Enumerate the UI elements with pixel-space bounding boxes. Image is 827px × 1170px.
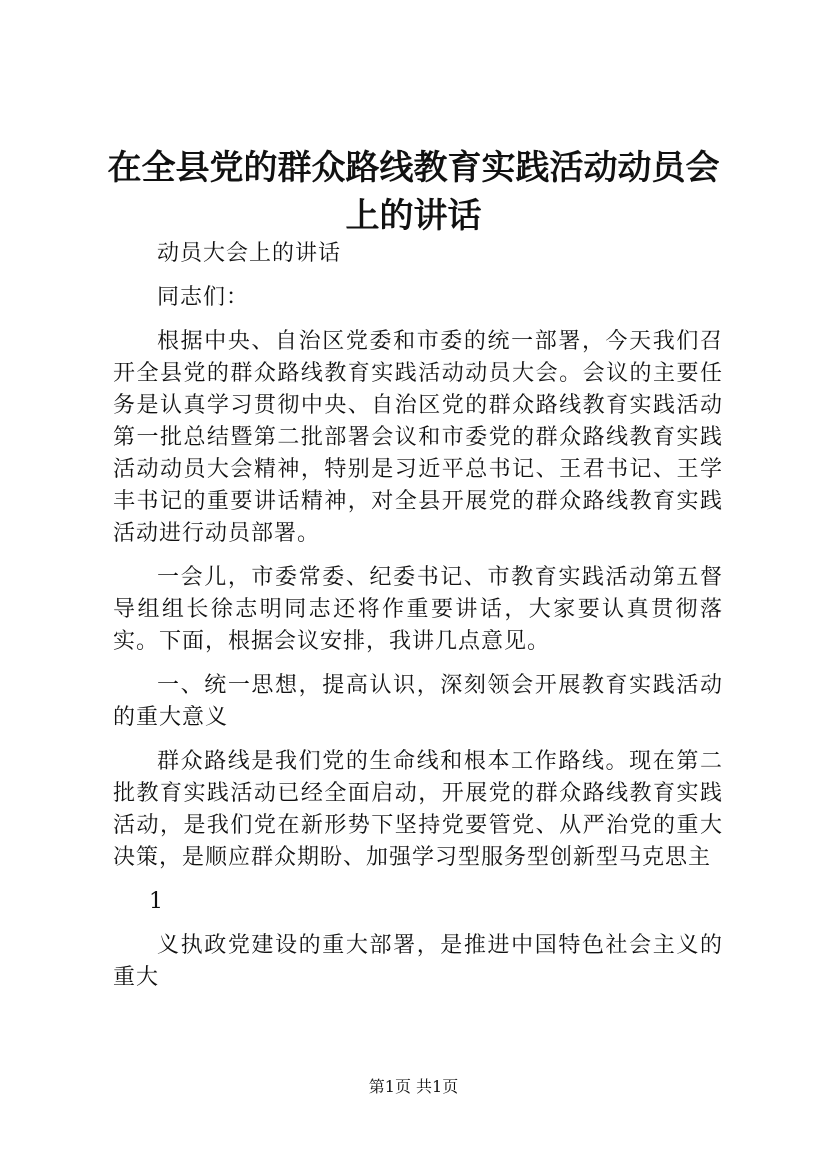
paragraph-speech-note: 一会儿，市委常委、纪委书记、市教育实践活动第五督导组组长徐志明同志还将作重要讲话，大家要认真贯彻落实。下面，根据会议安排，我讲几点意见。 — [113, 565, 723, 654]
paragraph-subtitle: 动员大会上的讲话 — [157, 241, 342, 266]
page-footer: 第1页 共1页 — [368, 1077, 459, 1096]
paragraph-intro: 根据中央、自治区党委和市委的统一部署，今天我们召开全县党的群众路线教育实践活动动员大会。会议的主要任务是认真学习贯彻中央、自治区党的群众路线教育实践活动第一批总结暨第二批部署会议和市委党的群众路线教育实践活动动员大会精神，特别是习近平总书记、王君书记、王学丰书记的重要讲话精神，对全县开展党的群众路线教育实践活动进行动员部署。 — [113, 329, 723, 546]
paragraph-mass-line: 群众路线是我们党的生命线和根本工作路线。现在第二批教育实践活动已经全面启动，开展党的群众路线教育实践活动，是我们党在新形势下坚持党要管党、从严治党的重大决策，是顺应群众期盼、加强学习型服务型创新型马克思主 — [113, 749, 723, 870]
document-title: 在全县党的群众路线教育实践活动动员会上的讲话 — [107, 148, 720, 236]
paragraph-continuation: 义执政党建设的重大部署，是推进中国特色社会主义的重大 — [113, 933, 723, 990]
inline-page-number: 1 — [149, 889, 163, 914]
paragraph-salutation: 同志们： — [157, 285, 250, 310]
section-heading-1: 一、统一思想，提高认识，深刻领会开展教育实践活动的重大意义 — [113, 673, 723, 730]
document-body — [113, 238, 723, 1006]
